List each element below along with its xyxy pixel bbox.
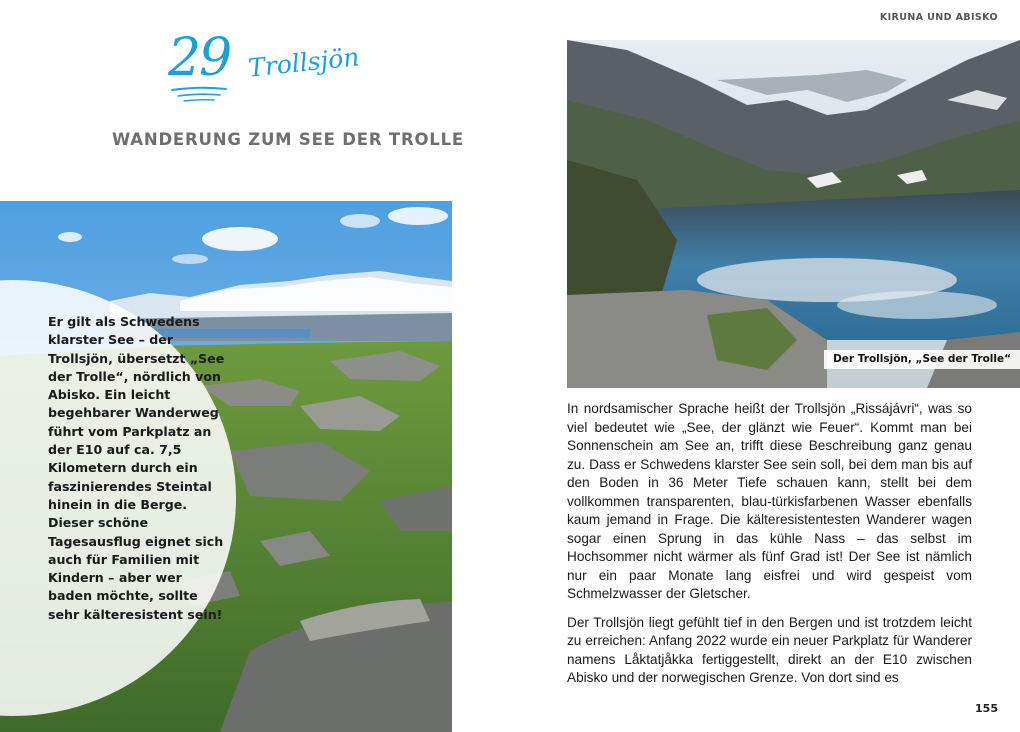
page-number: 155	[975, 702, 998, 715]
photo-caption: Der Trollsjön, „See der Trolle“	[824, 350, 1020, 369]
body-paragraph-2: Der Trollsjön liegt gefühlt tief in den Bergen und ist trotzdem leicht zu erreichen: Anfang 2022 wurde ein neuer Parkplatz für Wanderer namens Låktatjåkka fertiggestellt, direkt an der E10 zwischen Abisko und der norwegischen Grenze. Von dort sind es	[567, 614, 972, 685]
body-paragraph-1: In nordsamischer Sprache heißt der Trollsjön „Rissájávri“, was so viel bedeutet wie „See, der glänzt wie Feuer“. Kommt man bei Sonnenschein am See an, trifft diese Beschreibung ganz genau zu. Dass er Schwedens klarster See sein soll, bei dem man bis auf den Boden in 36 Meter Tiefe schauen kann, stellt bei dem vollkommen transparenten, blau-türkisfarbenen Wasser ebenfalls kaum jemand in Frage. Die kälteresistentesten Wanderer wagen sogar einen Sprung in das kühle Nass – das selbst im Hochsommer nicht wärmer als fünf Grad ist! Der See ist nämlich nur ein paar Monate lang eisfrei und wird gespeist vom Schmelzwasser der Gletscher.	[567, 401, 972, 601]
hike-name: Trollsjön	[246, 42, 361, 83]
lake-photo	[567, 40, 1020, 388]
right-page	[510, 0, 1020, 732]
hike-number: 29	[168, 28, 231, 88]
body-text	[567, 400, 972, 698]
running-head: KIRUNA UND ABISKO	[879, 12, 998, 23]
hike-subtitle: WANDERUNG ZUM SEE DER TROLLE	[112, 130, 465, 149]
intro-text: Er gilt als Schwedens klarster See – der Trollsjön, übersetzt „See der Trolle“, nördlich von Abisko. Ein leicht begehbarer Wanderweg führt vom Parkplatz an der E10 auf ca. 7,5 Kilometern durch ein faszinierendes Steintal hinein in die Berge. Dieser schöne Tagesausflug eignet sich auch für Familien mit Kindern – aber wer baden möchte, sollte sehr kälteresistent sein!	[48, 314, 225, 622]
hike-number-underline	[170, 84, 230, 104]
